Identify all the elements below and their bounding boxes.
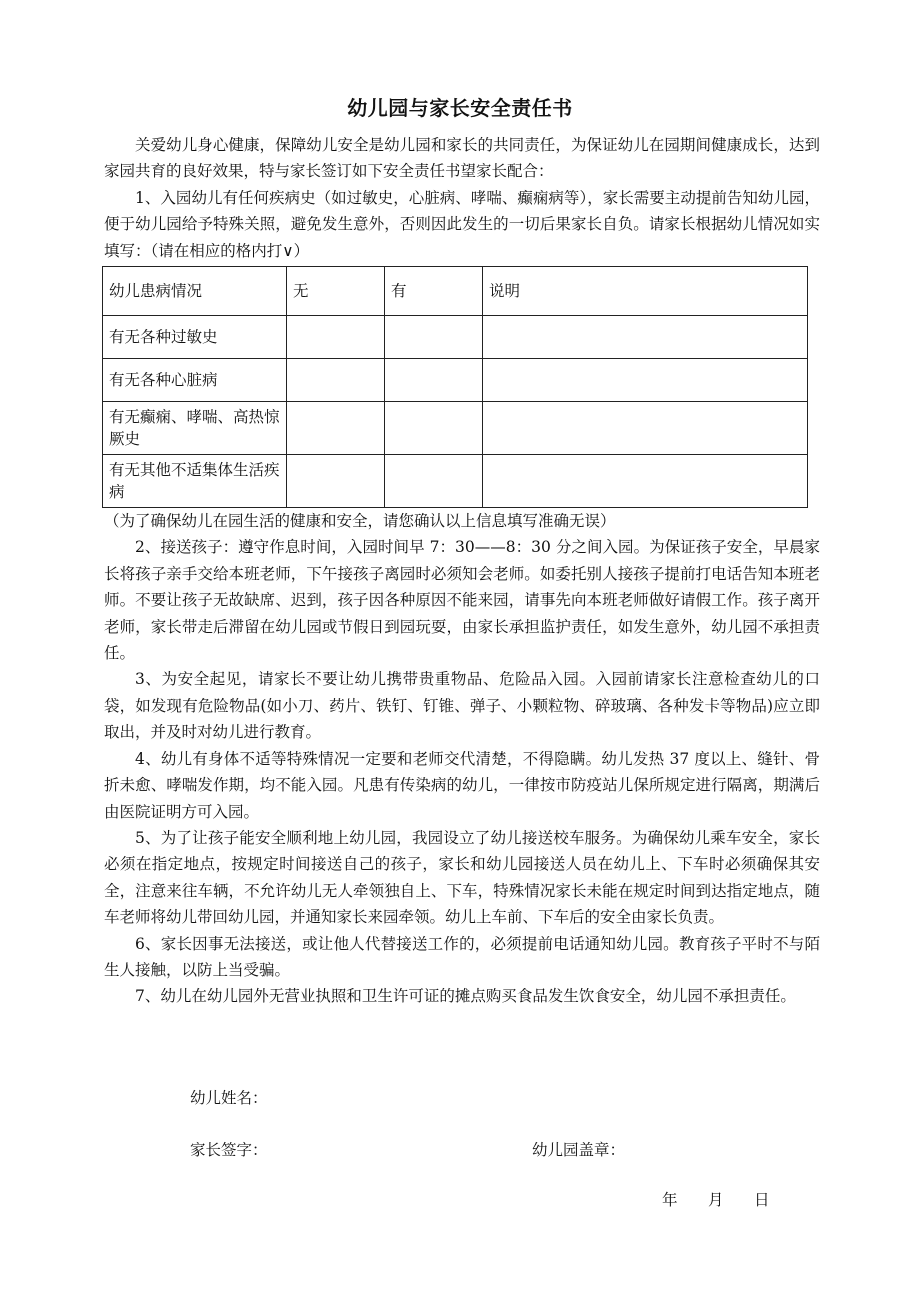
page-title: 幼儿园与家长安全责任书: [347, 96, 573, 120]
item-5-paragraph: 5、为了让孩子能安全顺利地上幼儿园，我园设立了幼儿接送校车服务。为确保幼儿乘车安全，家长必须在指定地点，按规定时间接送自己的孩子，家长和幼儿园接送人员在幼儿上、下车时必须确保其安全，注意来往车辆，不允许幼儿无人牵领独自上、下车，特殊情况家长未能在规定时间到达指定地点，随车老师将幼儿带回幼儿园，并通知家长来园牵领。幼儿上车前、下车后的安全由家长负责。: [104, 828, 820, 927]
cell-none[interactable]: [287, 316, 385, 359]
item-2-paragraph: 2、接送孩子：遵守作息时间，入园时间早 7：30——8：30 分之间入园。为保证孩子安全，早晨家长将孩子亲手交给本班老师，下午接孩子离园时必须知会老师。如委托别人接孩子提前打电话告知本班老师。不要让孩子无故缺席、迟到，孩子因各种原因不能来园，请事先向本班老师做好请假工作。孩子离开老师，家长带走后滞留在幼儿园或节假日到园玩耍，由家长承担监护责任，如发生意外，幼儿园不承担责任。: [104, 538, 820, 663]
table-row: [103, 316, 808, 359]
header-has: 有: [385, 267, 483, 316]
table-row: [103, 455, 808, 508]
table-row: [103, 359, 808, 402]
header-explanation: 说明: [483, 267, 808, 316]
cell-explanation[interactable]: [483, 316, 808, 359]
parent-signature-label: 家长签字：: [190, 1141, 268, 1159]
health-condition-table: [102, 266, 808, 508]
item-6-paragraph: 6、家长因事无法接送，或让他人代替接送工作的，必须提前电话通知幼儿园。教育孩子平时不与陌生人接触，以防上当受骗。: [104, 934, 820, 979]
header-condition: 幼儿患病情况: [103, 267, 287, 316]
school-seal-label: 幼儿园盖章：: [532, 1141, 626, 1159]
document-body: [104, 132, 820, 1010]
row-label-heart: 有无各种心脏病: [103, 359, 287, 402]
cell-none[interactable]: [287, 359, 385, 402]
item-1-paragraph: 1、入园幼儿有任何疾病史（如过敏史，心脏病、哮喘、癫痫病等），家长需要主动提前告知幼儿园，便于幼儿园给予特殊关照，避免发生意外，否则因此发生的一切后果家长自负。请家长根据幼儿情况如实填写：（请在相应的格内打∨）: [104, 188, 820, 260]
date-month-label: 月: [708, 1191, 724, 1209]
cell-has[interactable]: [385, 455, 483, 508]
cell-has[interactable]: [385, 402, 483, 455]
row-label-allergy: 有无各种过敏史: [103, 316, 287, 359]
cell-explanation[interactable]: [483, 455, 808, 508]
table-note: （为了确保幼儿在园生活的健康和安全，请您确认以上信息填写准确无误）: [104, 512, 616, 531]
item-4-paragraph: 4、幼儿有身体不适等特殊情况一定要和老师交代清楚，不得隐瞒。幼儿发热 37 度以上、缝针、骨折未愈、哮喘发作期，均不能入园。凡患有传染病的幼儿，一律按市防疫站儿保所规定进行隔离，期满后由医院证明方可入园。: [104, 749, 820, 821]
cell-has[interactable]: [385, 316, 483, 359]
table-header-row: [103, 267, 808, 316]
item-7-paragraph: 7、幼儿在幼儿园外无营业执照和卫生许可证的摊点购买食品发生饮食安全，幼儿园不承担责任。: [135, 987, 796, 1006]
intro-paragraph: 关爱幼儿身心健康，保障幼儿安全是幼儿园和家长的共同责任，为保证幼儿在园期间健康成长，达到家园共育的良好效果，特与家长签订如下安全责任书望家长配合：: [104, 136, 820, 181]
header-none: 无: [287, 267, 385, 316]
date-day-label: 日: [754, 1191, 770, 1209]
row-label-epilepsy: 有无癫痫、哮喘、高热惊厥史: [103, 402, 287, 455]
cell-none[interactable]: [287, 402, 385, 455]
row-label-other: 有无其他不适集体生活疾病: [103, 455, 287, 508]
cell-explanation[interactable]: [483, 359, 808, 402]
table-row: [103, 402, 808, 455]
cell-none[interactable]: [287, 455, 385, 508]
item-3-paragraph: 3、为安全起见，请家长不要让幼儿携带贵重物品、危险品入园。入园前请家长注意检查幼儿的口袋，如发现有危险物品(如小刀、药片、铁钉、钉锥、弹子、小颗粒物、碎玻璃、各种发卡等物品)应立即取出，并及时对幼儿进行教育。: [104, 670, 820, 742]
cell-explanation[interactable]: [483, 402, 808, 455]
cell-has[interactable]: [385, 359, 483, 402]
date-year-label: 年: [662, 1191, 678, 1209]
child-name-label: 幼儿姓名：: [190, 1089, 268, 1107]
